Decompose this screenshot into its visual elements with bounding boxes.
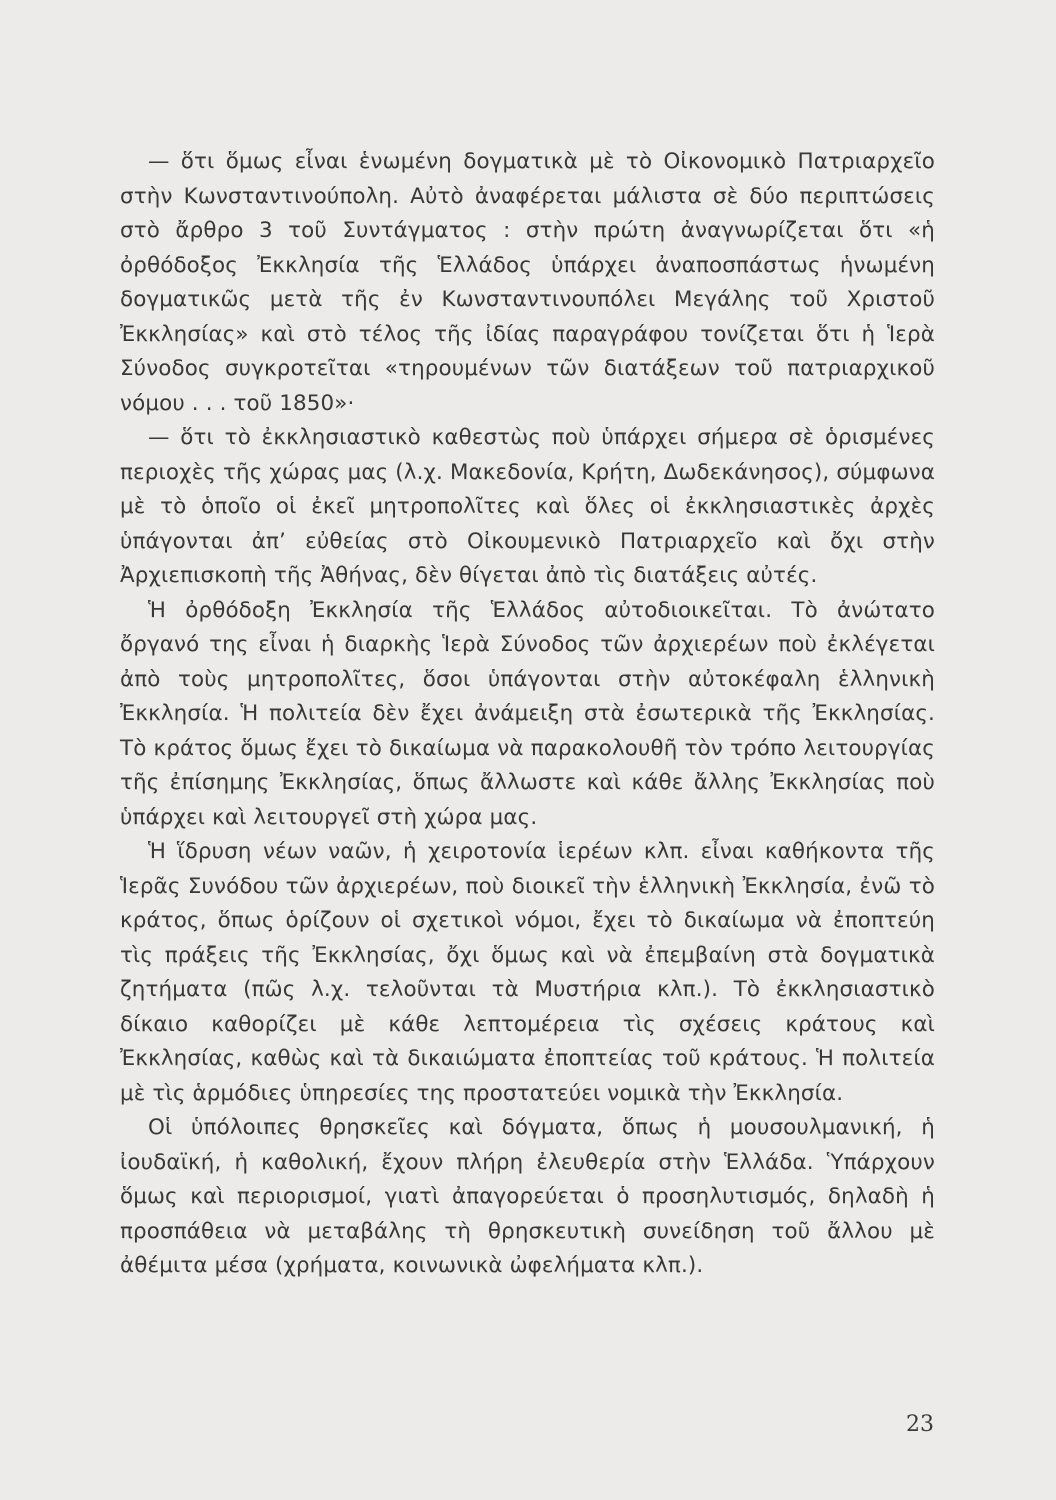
paragraph-synod-duties: Ἡ ἵδρυση νέων ναῶν, ἡ χειροτονία ἱερέων κλπ. εἶναι καθήκοντα τῆς Ἱερᾶς Συνόδου τῶν ἀρχιερέων, ποὺ διοικεῖ τὴν ἑλληνικὴ Ἐκκλησία, ἐνῶ τὸ κράτος, ὅπως ὁρίζουν οἱ σχετικοὶ νόμοι, ἔχει τὸ δικαίωμα νὰ ἐποπτεύη τὶς πράξεις τῆς Ἐκκλησίας, ὄχι ὅμως καὶ νὰ ἐπεμβαίνη στὰ δογματικὰ ζητήματα (πῶς λ.χ. τελοῦνται τὰ Μυστήρια κλπ.). Τὸ ἐκκλησιαστικὸ δίκαιο καθορίζει μὲ κάθε λεπτομέρεια τὶς σχέσεις κράτους καὶ Ἐκκλησίας, καθὼς καὶ τὰ δικαιώματα ἐποπτείας τοῦ κράτους. Ἡ πολιτεία μὲ τὶς ἁρμόδιες ὑπηρεσίες της προστατεύει νομικὰ τὴν Ἐκκλησία.	[120, 839, 935, 1106]
paragraph-other-religions: Οἱ ὑπόλοιπες θρησκεῖες καὶ δόγματα, ὅπως ἡ μουσουλμανική, ἡ ἰουδαϊκή, ἡ καθολική, ἔχουν πλήρη ἐλευθερία στὴν Ἑλλάδα. Ὑπάρχουν ὅμως καὶ περιορισμοί, γιατὶ ἀπαγορεύεται ὁ προσηλυτισμός, δηλαδὴ ἡ προσπάθεια νὰ μεταβάλης τὴ θρησκευτικὴ συνείδηση τοῦ ἄλλου μὲ ἀθέμιτα μέσα (χρήματα, κοινωνικὰ ὠφελήματα κλπ.).	[120, 1115, 935, 1278]
body-text	[120, 145, 935, 1284]
paragraph-self-governance: Ἡ ὀρθόδοξη Ἐκκλησία τῆς Ἑλλάδος αὐτοδιοικεῖται. Τὸ ἀνώτατο ὄργανό της εἶναι ἡ διαρκὴς Ἱερὰ Σύνοδος τῶν ἀρχιερέων ποὺ ἐκλέγεται ἀπὸ τοὺς μητροπολῖτες, ὅσοι ὑπάγονται στὴν αὐτοκέφαλη ἑλληνικὴ Ἐκκλησία. Ἡ πολιτεία δὲν ἔχει ἀνάμειξη στὰ ἐσωτερικὰ τῆς Ἐκκλησίας. Τὸ κράτος ὅμως ἔχει τὸ δικαίωμα νὰ παρακολουθῆ τὸν τρόπο λειτουργίας τῆς ἐπίσημης Ἐκκλησίας, ὅπως ἄλλωστε καὶ κάθε ἄλλης Ἐκκλησίας ποὺ ὑπάρχει καὶ λειτουργεῖ στὴ χώρα μας.	[120, 597, 935, 830]
page-number: 23	[906, 1412, 934, 1437]
dash-item-church-regions: — ὅτι τὸ ἐκκλησιαστικὸ καθεστὼς ποὺ ὑπάρχει σήμερα σὲ ὁρισμένες περιοχὲς τῆς χώρας μας (λ.χ. Μακεδονία, Κρήτη, Δωδεκάνησος), σύμφωνα μὲ τὸ ὁποῖο οἱ ἐκεῖ μητροπολῖτες καὶ ὅλες οἱ ἐκκλησιαστικὲς ἀρχὲς ὑπάγονται ἀπ’ εὐθείας στὸ Οἰκουμενικὸ Πατριαρχεῖο καὶ ὄχι στὴν Ἀρχιεπισκοπὴ τῆς Ἀθήνας, δὲν θίγεται ἀπὸ τὶς διατάξεις αὐτές.	[120, 425, 935, 588]
dash-item-ecumenical-patriarchate: — ὅτι ὅμως εἶναι ἑνωμένη δογματικὰ μὲ τὸ Οἰκονομικὸ Πατριαρχεῖο στὴν Κωνσταντινούπολη. Αὐτὸ ἀναφέρεται μάλιστα σὲ δύο περιπτώσεις στὸ ἄρθρο 3 τοῦ Συντάγματος : στὴν πρώτη ἀναγνωρίζεται ὅτι «ἡ ὀρθόδοξος Ἐκκλησία τῆς Ἑλλάδος ὑπάρχει ἀναποσπάστως ἡνωμένη δογματικῶς μετὰ τῆς ἐν Κωνσταντινουπόλει Μεγάλης τοῦ Χριστοῦ Ἐκκλησίας» καὶ στὸ τέλος τῆς ἰδίας παραγράφου τονίζεται ὅτι ἡ Ἱερὰ Σύνοδος συγκροτεῖται «τηρουμένων τῶν διατάξεων τοῦ πατριαρχικοῦ νόμου . . . τοῦ 1850»·	[120, 149, 935, 416]
